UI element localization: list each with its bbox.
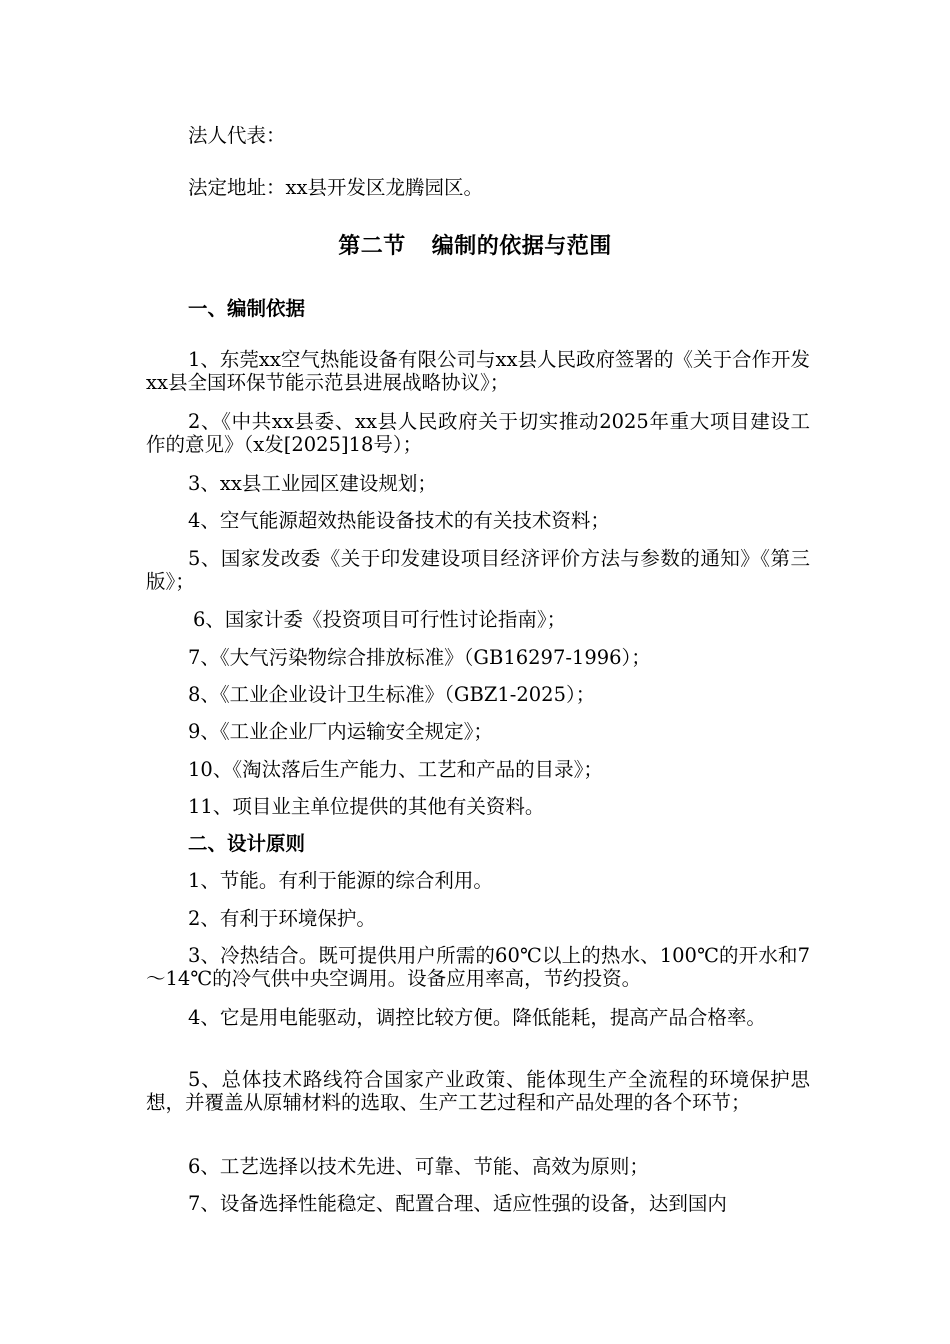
basis-item-3: 3、xx县工业园区建设规划；: [188, 472, 437, 495]
section-title: 编制的依据与范围: [431, 234, 612, 259]
principle-item-6: 6、工艺选择以技术先进、可靠、节能、高效为原则；: [188, 1155, 649, 1178]
basis-item-4: 4、空气能源超效热能设备技术的有关技术资料；: [188, 509, 610, 532]
basis-item-6: 6、国家计委《投资项目可行性讨论指南》；: [193, 608, 567, 631]
principle-item-5: 5、总体技术路线符合国家产业政策、能体现生产全流程的环境保护思想，并覆盖从原辅材料的选取、生产工艺过程和产品处理的各个环节；: [146, 1068, 810, 1114]
principle-item-3: 3、冷热结合。既可提供用户所需的60℃以上的热水、100℃的开水和7～14℃的冷气供中央空调用。设备应用率高，节约投资。: [146, 944, 810, 990]
principle-item-4: 4、它是用电能驱动，调控比较方便。降低能耗，提高产品合格率。: [188, 1006, 766, 1029]
basis-heading: 一、编制依据: [188, 297, 306, 320]
principle-item-1: 1、节能。有利于能源的综合利用。: [188, 869, 493, 892]
legal-address-line: 法定地址：xx县开发区龙腾园区。: [188, 176, 483, 199]
principle-item-7: 7、设备选择性能稳定、配置合理、适应性强的设备，达到国内: [188, 1192, 727, 1215]
section-number: 第二节: [338, 234, 406, 259]
legal-representative-line: 法人代表：: [188, 124, 286, 147]
basis-item-7: 7、《大气污染物综合排放标准》（GB16297-1996）；: [188, 646, 651, 669]
basis-item-2: 2、《中共xx县委、xx县人民政府关于切实推动2025年重大项目建设工作的意见》（x发[2025]18号）；: [146, 410, 810, 456]
principles-heading: 二、设计原则: [188, 832, 306, 855]
basis-item-9: 9、《工业企业厂内运输安全规定》；: [188, 720, 493, 743]
basis-item-1: 1、东莞xx空气热能设备有限公司与xx县人民政府签署的《关于合作开发xx县全国环保节能示范县进展战略协议》；: [146, 348, 810, 394]
basis-item-5: 5、国家发改委《关于印发建设项目经济评价方法与参数的通知》《第三版》；: [146, 547, 810, 593]
basis-item-11: 11、项目业主单位提供的其他有关资料。: [188, 795, 545, 818]
basis-item-10: 10、《淘汰落后生产能力、工艺和产品的目录》；: [188, 758, 603, 781]
principle-item-2: 2、有利于环境保护。: [188, 907, 376, 930]
basis-item-8: 8、《工业企业设计卫生标准》（GBZ1-2025）；: [188, 683, 596, 706]
section-heading: [0, 234, 950, 260]
